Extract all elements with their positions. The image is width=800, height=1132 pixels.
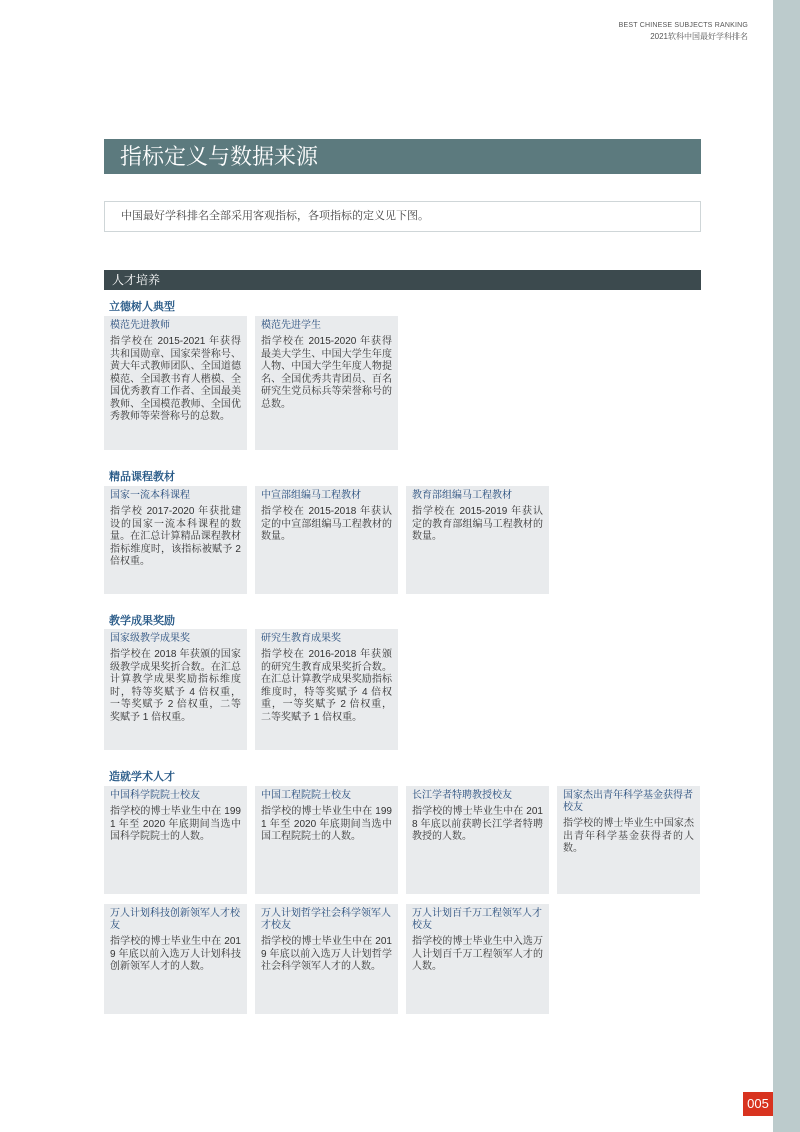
card-body: 指学校在 2015-2021 年获得共和国勋章、国家荣誉称号、黄大年式教师团队、全国道德模范、全国教书育人楷模、全国优秀教育工作者、全国最美教师、全国模范教师、全国优秀教师等荣誉称号的总数。 (110, 336, 241, 422)
indicator-card (557, 786, 700, 894)
indicator-card (255, 904, 398, 1014)
indicator-card (104, 316, 247, 450)
group-label-academic-talent: 造就学术人才 (109, 771, 175, 783)
card-title: 万人计划哲学社会科学领军人才校友 (261, 908, 391, 931)
intro-text: 中国最好学科排名全部采用客观指标，各项指标的定义见下图。 (104, 201, 701, 232)
card-body: 指学校的博士毕业生中国家杰出青年科学基金获得者的人数。 (563, 818, 694, 854)
card-body: 指学校的博士毕业生中在 2018 年底以前获聘长江学者特聘教授的人数。 (412, 806, 543, 842)
card-title: 中国工程院院士校友 (261, 790, 351, 801)
card-title: 中国科学院院士校友 (110, 790, 200, 801)
indicator-card (255, 629, 398, 750)
right-edge-strip (773, 0, 800, 1132)
indicator-card (255, 486, 398, 594)
indicator-card (104, 904, 247, 1014)
indicator-card (406, 486, 549, 594)
card-title: 国家杰出青年科学基金获得者校友 (563, 790, 693, 813)
card-title: 国家一流本科课程 (110, 490, 190, 501)
page-title: 指标定义与数据来源 (104, 139, 701, 174)
card-body: 指学校在 2018 年获颁的国家级教学成果奖折合数。在汇总计算教学成果奖励指标维度时，特等奖赋予 4 倍权重，一等奖赋予 2 倍权重，二等奖赋予 1 倍权重。 (110, 649, 241, 723)
indicator-card (104, 629, 247, 750)
card-title: 中宣部组编马工程教材 (261, 490, 361, 501)
group-label-moral-education: 立德树人典型 (109, 301, 175, 313)
indicator-card (104, 486, 247, 594)
card-body: 指学校在 2015-2020 年获得最美大学生、中国大学生年度人物、中国大学生年度人物提名、全国优秀共青团员、百名研究生党员标兵等荣誉称号的总数。 (261, 336, 392, 410)
header-english-title: BEST CHINESE SUBJECTS RANKING (618, 22, 748, 29)
card-title: 万人计划科技创新领军人才校友 (110, 908, 240, 931)
section-header-talent-cultivation: 人才培养 (104, 270, 701, 290)
indicator-card (406, 786, 549, 894)
card-body: 指学校在 2015-2019 年获认定的教育部组编马工程教材的数量。 (412, 506, 543, 542)
group-label-quality-courses: 精品课程教材 (109, 471, 175, 483)
indicator-card (406, 904, 549, 1014)
card-body: 指学校的博士毕业生中在 2019 年底以前入选万人计划科技创新领军人才的人数。 (110, 936, 241, 972)
card-body: 指学校在 2016-2018 年获颁的研究生教育成果奖折合数。在汇总计算教学成果奖励指标维度时，特等奖赋予 4 倍权重，一等奖赋予 2 倍权重，二等奖赋予 1 倍权重。 (261, 649, 392, 723)
card-title: 长江学者特聘教授校友 (412, 790, 512, 801)
card-body: 指学校在 2015-2018 年获认定的中宣部组编马工程教材的数量。 (261, 506, 392, 542)
group-label-teaching-awards: 教学成果奖励 (109, 615, 175, 627)
card-body: 指学校的博士毕业生中在 1991 年至 2020 年底期间当选中国科学院院士的人数。 (110, 806, 241, 842)
indicator-card (255, 786, 398, 894)
card-title: 模范先进学生 (261, 320, 321, 331)
card-body: 指学校的博士毕业生中在 2019 年底以前入选万人计划哲学社会科学领军人才的人数。 (261, 936, 392, 972)
indicator-card (255, 316, 398, 450)
card-body: 指学校的博士毕业生中入选万人计划百千万工程领军人才的人数。 (412, 936, 543, 972)
card-title: 教育部组编马工程教材 (412, 490, 512, 501)
card-title: 研究生教育成果奖 (261, 633, 341, 644)
card-title: 万人计划百千万工程领军人才校友 (412, 908, 542, 931)
page-number: 005 (743, 1092, 773, 1116)
card-title: 模范先进教师 (110, 320, 170, 331)
header-chinese-title: 2021软科中国最好学科排名 (650, 32, 748, 41)
card-body: 指学校的博士毕业生中在 1991 年至 2020 年底期间当选中国工程院院士的人数。 (261, 806, 392, 842)
card-title: 国家级教学成果奖 (110, 633, 190, 644)
indicator-card (104, 786, 247, 894)
card-body: 指学校 2017-2020 年获批建设的国家一流本科课程的数量。在汇总计算精品课程教材指标维度时，该指标被赋予 2 倍权重。 (110, 506, 241, 567)
